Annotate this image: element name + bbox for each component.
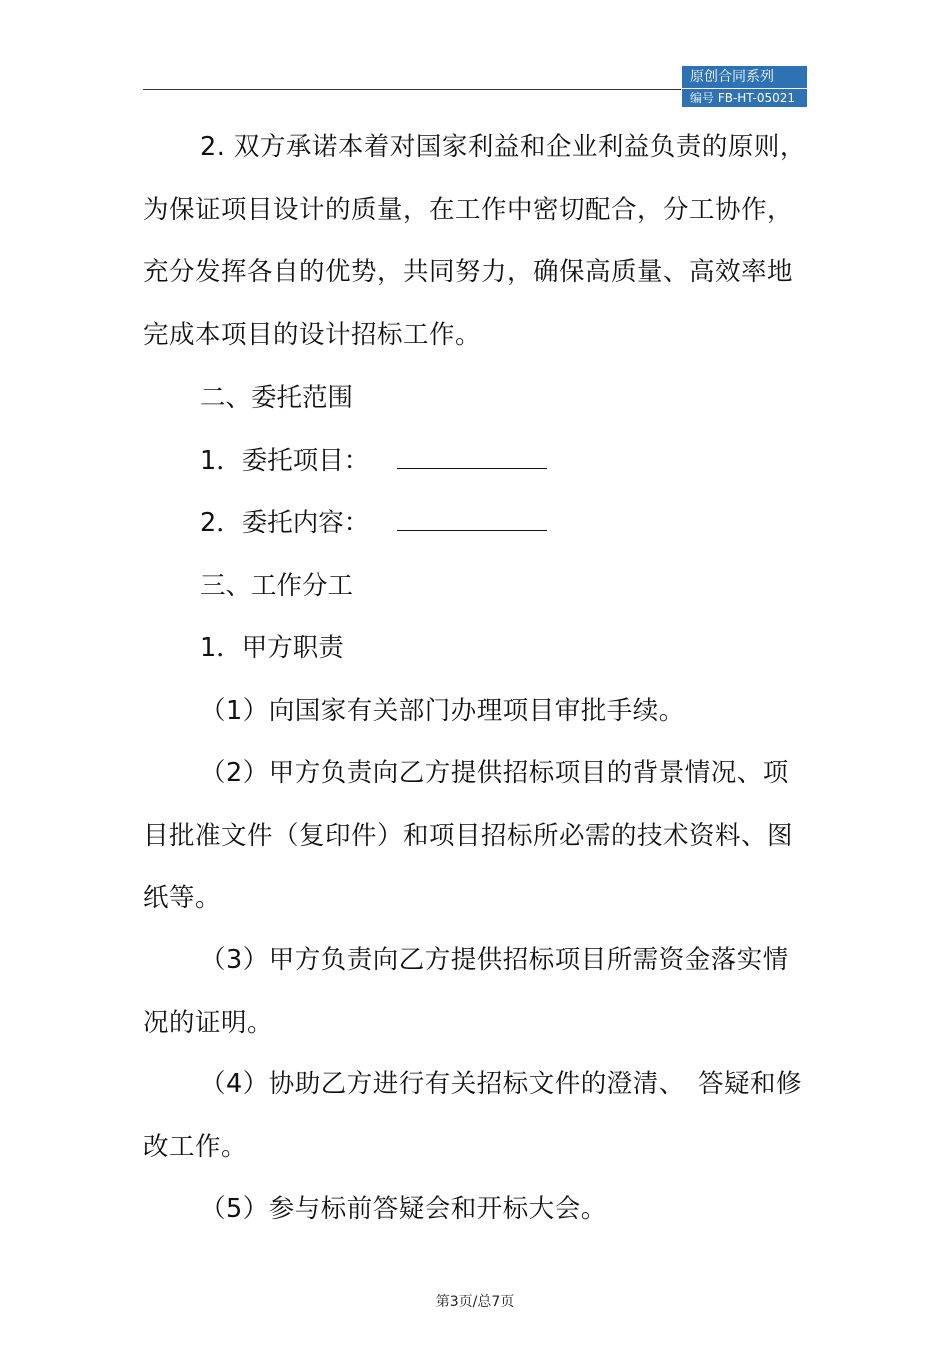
badge-code: 编号 FB-HT-05021 [682, 89, 807, 107]
duty-2: （2）甲方负责向乙方提供招标项目的背景情况、项目批准文件（复印件）和项目招标所必需的技术资料、图纸等。 [143, 758, 794, 913]
item-content-label: 2．委托内容： [200, 508, 370, 538]
series-badge [682, 66, 807, 107]
blank-line [397, 529, 547, 531]
badge-title: 原创合同系列 [682, 66, 807, 88]
item-project-label: 1．委托项目： [200, 446, 370, 476]
blank-line [397, 467, 547, 469]
section-title-division: 三、工作分工 [200, 571, 354, 601]
page-footer: 第3页/总7页 [435, 1294, 515, 1310]
paragraph-commitment: 2. 双方承诺本着对国家利益和企业利益负责的原则，为保证项目设计的质量，在工作中密切配合，分工协作，充分发挥各自的优势，共同努力，确保高质量、高效率地完成本项目的设计招标工作。 [143, 132, 806, 350]
duty-1: （1）向国家有关部门办理项目审批手续。 [200, 696, 685, 726]
duty-4: （4）协助乙方进行有关招标文件的澄清、 答疑和修改工作。 [143, 1069, 802, 1162]
duty-5: （5）参与标前答疑会和开标大会。 [200, 1194, 607, 1224]
sub-title-party-a: 1．甲方职责 [200, 633, 344, 663]
header-rule [143, 89, 681, 90]
section-title-scope: 二、委托范围 [200, 383, 354, 413]
item-project [200, 441, 547, 481]
duty-3: （3）甲方负责向乙方提供招标项目所需资金落实情况的证明。 [143, 945, 789, 1038]
item-content [200, 503, 547, 543]
